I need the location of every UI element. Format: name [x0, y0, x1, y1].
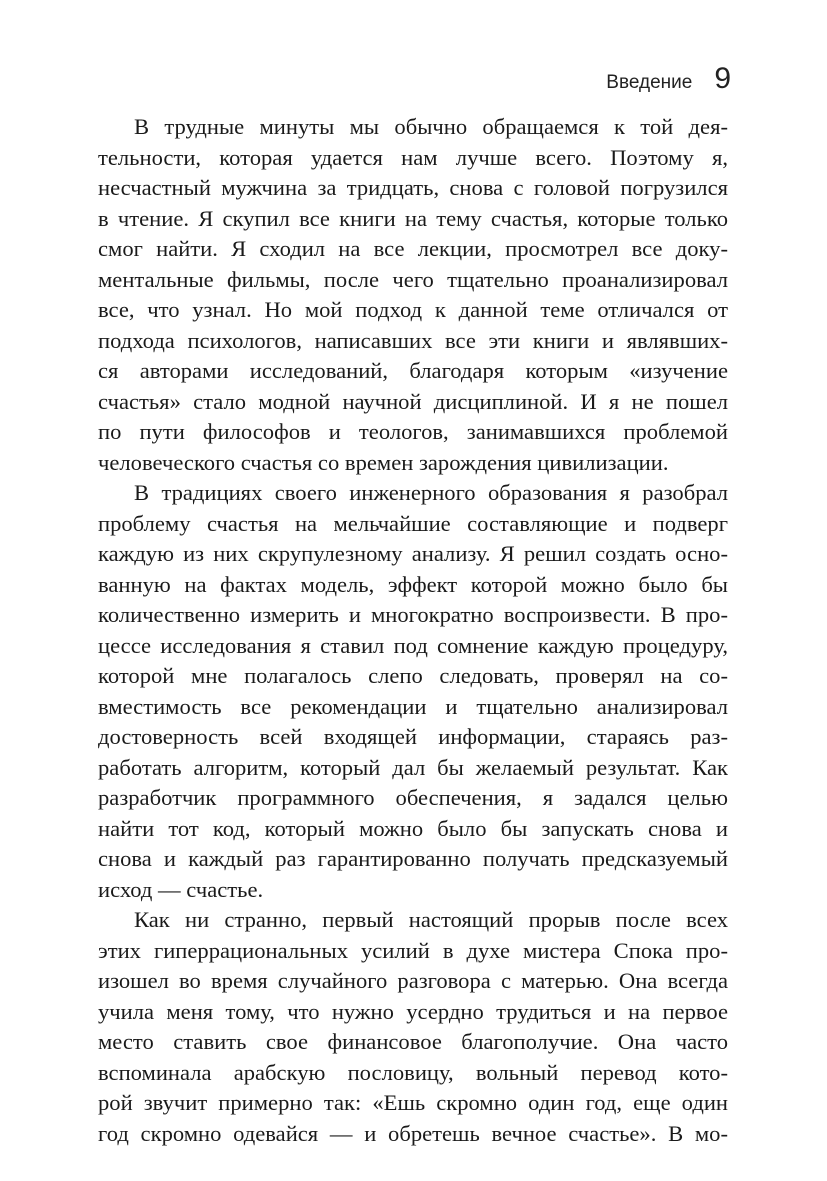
text-line: количественно измерить и многократно воспроизвести. В про- — [98, 602, 728, 627]
text-line: смог найти. Я сходил на все лекции, просмотрел все доку- — [98, 236, 728, 261]
text-line: работать алгоритм, который дал бы желаемый результат. Как — [98, 754, 728, 780]
text-line: каждую из них скрупулезному анализу. Я решил создать осно- — [98, 541, 728, 566]
text-line: тельности, которая удается нам лучше всего. Поэтому я, — [98, 144, 728, 170]
text-line: Как ни странно, первый настоящий прорыв после всех — [134, 907, 728, 932]
text-line: в чтение. Я скупил все книги на тему счастья, которые только — [98, 205, 728, 231]
text-line: счастья» стало модной научной дисциплиной. И я не пошел — [98, 388, 728, 414]
text-line: достоверность всей входящей информации, стараясь раз- — [98, 724, 728, 749]
text-line: подхода психологов, написавших все эти книги и являвших- — [98, 327, 728, 353]
paragraph — [98, 112, 728, 478]
text-line: этих гиперрациональных усилий в духе мистера Спока про- — [98, 937, 728, 963]
text-line: изошел во время случайного разговора с матерью. Она всегда — [98, 968, 728, 993]
text-line: по пути философов и теологов, занимавшихся проблемой — [98, 419, 728, 444]
text-line: человеческого счастья со времен зарождения цивилизации. — [98, 449, 669, 475]
text-line: несчастный мужчина за тридцать, снова с головой погрузился — [98, 175, 728, 200]
text-line: вместимость все рекомендации и тщательно анализировал — [98, 693, 728, 719]
text-line: рой звучит примерно так: «Ешь скромно один год, еще один — [98, 1090, 728, 1115]
paragraph — [98, 478, 728, 905]
running-header — [606, 62, 731, 96]
text-line: место ставить свое финансовое благополучие. Она часто — [98, 1029, 728, 1054]
text-line: которой мне полагалось слепо следовать, проверял на со- — [98, 663, 728, 688]
text-line: В традициях своего инженерного образования я разобрал — [134, 480, 728, 505]
text-line: ванную на фактах модель, эффект которой можно было бы — [98, 571, 728, 597]
text-line: найти тот код, который можно было бы запускать снова и — [98, 815, 728, 841]
text-line: В трудные минуты мы обычно обращаемся к той дея- — [134, 114, 728, 139]
text-line: ментальные фильмы, после чего тщательно проанализировал — [98, 266, 728, 292]
text-line: цессе исследования я ставил под сомнение каждую процедуру, — [98, 632, 728, 658]
text-line: ся авторами исследований, благодаря которым «изучение — [98, 358, 728, 383]
text-line: все, что узнал. Но мой подход к данной теме отличался от — [98, 297, 728, 322]
text-line: проблему счастья на мельчайшие составляющие и подверг — [98, 510, 728, 536]
text-line: год скромно одевайся — и обретешь вечное счастье». В мо- — [98, 1120, 728, 1146]
text-line: снова и каждый раз гарантированно получать предсказуемый — [98, 846, 728, 871]
text-line: разработчик программного обеспечения, я задался целью — [98, 785, 728, 810]
text-line: вспоминала арабскую пословицу, вольный перевод кото- — [98, 1059, 728, 1085]
text-line: учила меня тому, что нужно усердно трудиться и на первое — [98, 998, 728, 1024]
section-title: Введение — [606, 72, 693, 93]
text-line: исход — счастье. — [98, 876, 264, 902]
paragraph — [98, 905, 728, 1149]
page-number: 9 — [714, 62, 731, 95]
body-text — [98, 112, 728, 1149]
